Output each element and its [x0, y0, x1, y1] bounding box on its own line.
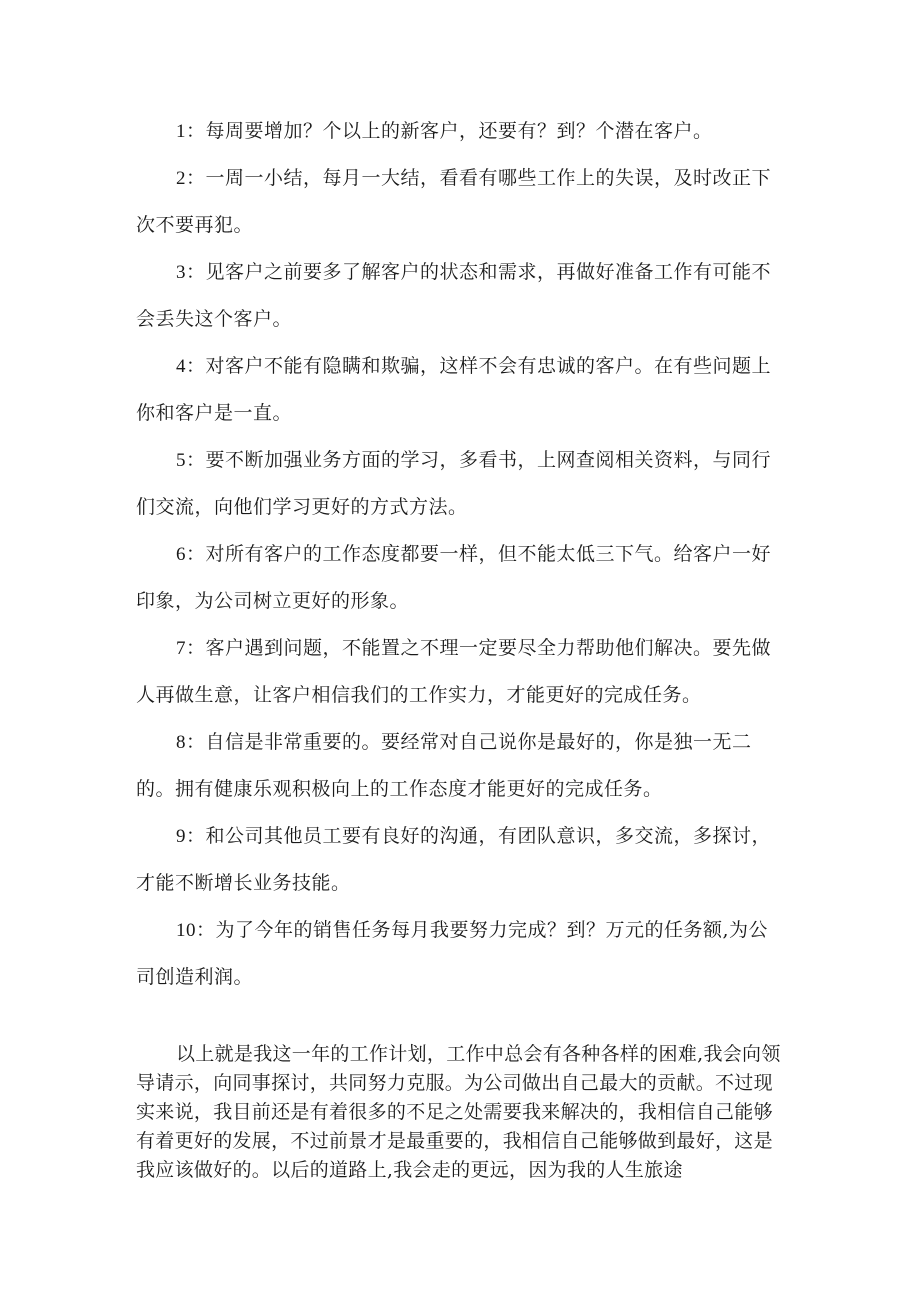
plan-item-10	[136, 907, 784, 1001]
plan-list	[136, 108, 784, 1001]
plan-item-number: 9	[176, 826, 186, 847]
plan-item-text: ：一周一小结，每月一大结，看看有哪些工作上的失误，及时改正下次不要再犯。	[136, 167, 772, 236]
plan-item-text: ：对客户不能有隐瞒和欺骗，这样不会有忠诚的客户。在有些问题上你和客户是一直。	[136, 355, 772, 424]
plan-item-9	[136, 813, 784, 907]
plan-item-8	[136, 719, 784, 813]
plan-item-text: ：和公司其他员工要有良好的沟通，有团队意识，多交流，多探讨，才能不断增长业务技能。	[136, 825, 772, 894]
plan-item-7	[136, 625, 784, 719]
plan-item-text: ：要不断加强业务方面的学习，多看书，上网查阅相关资料，与同行们交流，向他们学习更好的方式方法。	[136, 449, 772, 518]
plan-item-number: 10	[176, 920, 196, 941]
plan-item-text: ：对所有客户的工作态度都要一样，但不能太低三下气。给客户一好印象，为公司树立更好的形象。	[136, 543, 772, 612]
plan-item-number: 2	[176, 168, 186, 189]
plan-item-number: 1	[176, 121, 186, 142]
plan-item-1	[136, 108, 784, 155]
plan-item-text: ：自信是非常重要的。要经常对自己说你是最好的，你是独一无二的。拥有健康乐观积极向上的工作态度才能更好的完成任务。	[136, 731, 752, 800]
plan-item-number: 4	[176, 356, 186, 377]
plan-item-2	[136, 155, 784, 249]
plan-item-5	[136, 437, 784, 531]
plan-item-text: ：见客户之前要多了解客户的状态和需求，再做好准备工作有可能不会丢失这个客户。	[136, 261, 772, 330]
plan-item-text: ：客户遇到问题，不能置之不理一定要尽全力帮助他们解决。要先做人再做生意，让客户相信我们的工作实力，才能更好的完成任务。	[136, 637, 772, 706]
plan-item-6	[136, 531, 784, 625]
plan-item-number: 6	[176, 544, 186, 565]
plan-item-number: 5	[176, 450, 186, 471]
plan-item-text: ：每周要增加？个以上的新客户，还要有？到？个潜在客户。	[186, 120, 713, 142]
plan-item-text: ：为了今年的销售任务每月我要努力完成？到？万元的任务额,为公司创造利润。	[136, 919, 769, 988]
plan-item-number: 3	[176, 262, 186, 283]
summary-paragraph: 以上就是我这一年的工作计划，工作中总会有各种各样的困难,我会向领导请示，向同事探讨，共同努力克服。为公司做出自己最大的贡献。不过现实来说，我目前还是有着很多的不足之处需要我来解决的，我相信自己能够有着更好的发展，不过前景才是最重要的，我相信自己能够做到最好，这是我应该做好的。以后的道路上,我会走的更远，因为我的人生旅途	[136, 1043, 781, 1181]
plan-item-3	[136, 249, 784, 343]
plan-item-number: 7	[176, 638, 186, 659]
plan-item-number: 8	[176, 732, 186, 753]
plan-item-4	[136, 343, 784, 437]
